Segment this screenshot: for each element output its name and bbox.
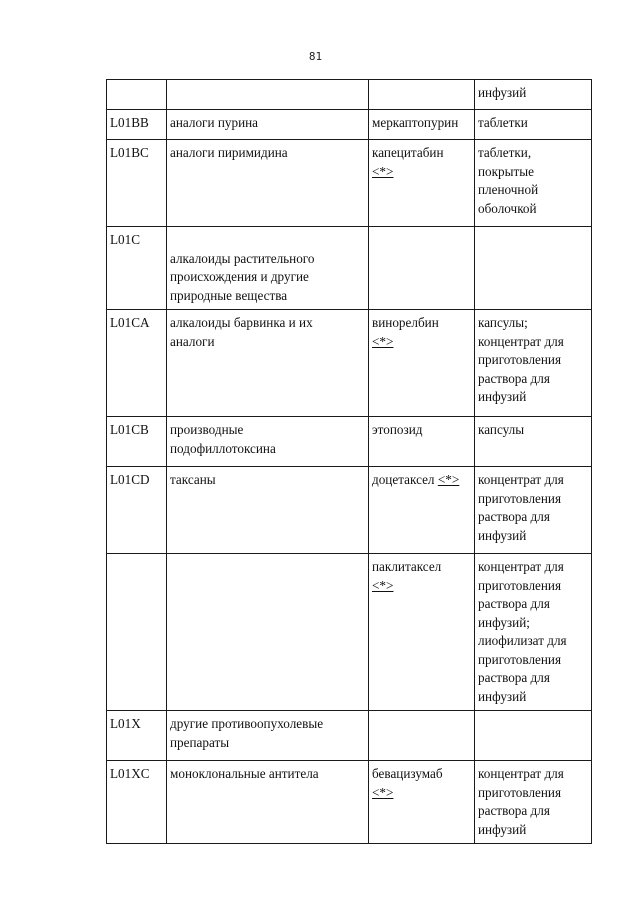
atc-code-cell: L01BB	[107, 110, 167, 140]
drug-name: этопозид	[372, 422, 423, 437]
footnote-reference-link[interactable]: <*>	[372, 577, 394, 593]
drug-name-cell	[369, 80, 475, 110]
table-row	[107, 110, 592, 140]
pharmacological-group-cell: алкалоиды растительного происхождения и другие природные вещества	[167, 227, 369, 310]
dosage-form-cell: капсулы	[475, 417, 592, 467]
pharmacological-group-cell: другие противоопухолевые препараты	[167, 711, 369, 761]
atc-code-cell: L01XC	[107, 761, 167, 844]
table-row	[107, 554, 592, 711]
footnote-reference-link[interactable]: <*>	[372, 784, 394, 800]
dosage-form-cell: капсулы; концентрат для приготовления раствора для инфузий	[475, 310, 592, 417]
atc-code-cell	[107, 80, 167, 110]
footnote-reference-link[interactable]: <*>	[437, 472, 460, 487]
pharmacological-group-cell: аналоги пурина	[167, 110, 369, 140]
atc-code-cell	[107, 554, 167, 711]
dosage-form-cell: инфузий	[475, 80, 592, 110]
pharmacological-group-cell: таксаны	[167, 467, 369, 554]
atc-code-cell: L01X	[107, 711, 167, 761]
pharmacological-group-cell	[167, 554, 369, 711]
pharmacological-group-cell: производные подофиллотоксина	[167, 417, 369, 467]
table-row	[107, 467, 592, 554]
pharmacological-group-cell: алкалоиды барвинка и их аналоги	[167, 310, 369, 417]
drug-name: паклитаксел	[372, 559, 442, 574]
drug-name: меркаптопурин	[372, 115, 459, 130]
table-row	[107, 80, 592, 110]
dosage-form-cell: таблетки, покрытые пленочной оболочкой	[475, 140, 592, 227]
pharmacological-group-cell: моноклональные антитела	[167, 761, 369, 844]
drug-list-table	[106, 79, 592, 844]
drug-name-cell	[369, 417, 475, 467]
atc-code-cell: L01CA	[107, 310, 167, 417]
table-row	[107, 761, 592, 844]
table-body	[107, 80, 592, 844]
pharmacological-group-cell	[167, 80, 369, 110]
drug-name: капецитабин	[372, 145, 444, 160]
table-row	[107, 140, 592, 227]
drug-name-cell	[369, 554, 475, 711]
table-row	[107, 310, 592, 417]
dosage-form-cell: таблетки	[475, 110, 592, 140]
drug-name-cell	[369, 711, 475, 761]
drug-name: доцетаксел	[372, 472, 435, 487]
table-row	[107, 711, 592, 761]
drug-name-cell	[369, 467, 475, 554]
atc-code-cell: L01C	[107, 227, 167, 310]
table-row	[107, 227, 592, 310]
dosage-form-cell	[475, 227, 592, 310]
footnote-reference-link[interactable]: <*>	[372, 163, 394, 179]
drug-name-cell	[369, 140, 475, 227]
drug-name-cell	[369, 110, 475, 140]
dosage-form-cell: концентрат для приготовления раствора для инфузий	[475, 467, 592, 554]
dosage-form-cell	[475, 711, 592, 761]
page-number: 81	[308, 50, 323, 63]
dosage-form-cell: концентрат для приготовления раствора для инфузий; лиофилизат для приготовления раствора для инфузий	[475, 554, 592, 711]
dosage-form-cell: концентрат для приготовления раствора для инфузий	[475, 761, 592, 844]
drug-name-cell	[369, 227, 475, 310]
pharmacological-group-cell: аналоги пиримидина	[167, 140, 369, 227]
atc-code-cell: L01BC	[107, 140, 167, 227]
drug-name: винорелбин	[372, 315, 439, 330]
drug-name: бевацизумаб	[372, 766, 443, 781]
footnote-reference-link[interactable]: <*>	[372, 333, 394, 349]
atc-code-cell: L01CD	[107, 467, 167, 554]
atc-code-cell: L01CB	[107, 417, 167, 467]
drug-name-cell	[369, 761, 475, 844]
drug-name-cell	[369, 310, 475, 417]
table-row	[107, 417, 592, 467]
